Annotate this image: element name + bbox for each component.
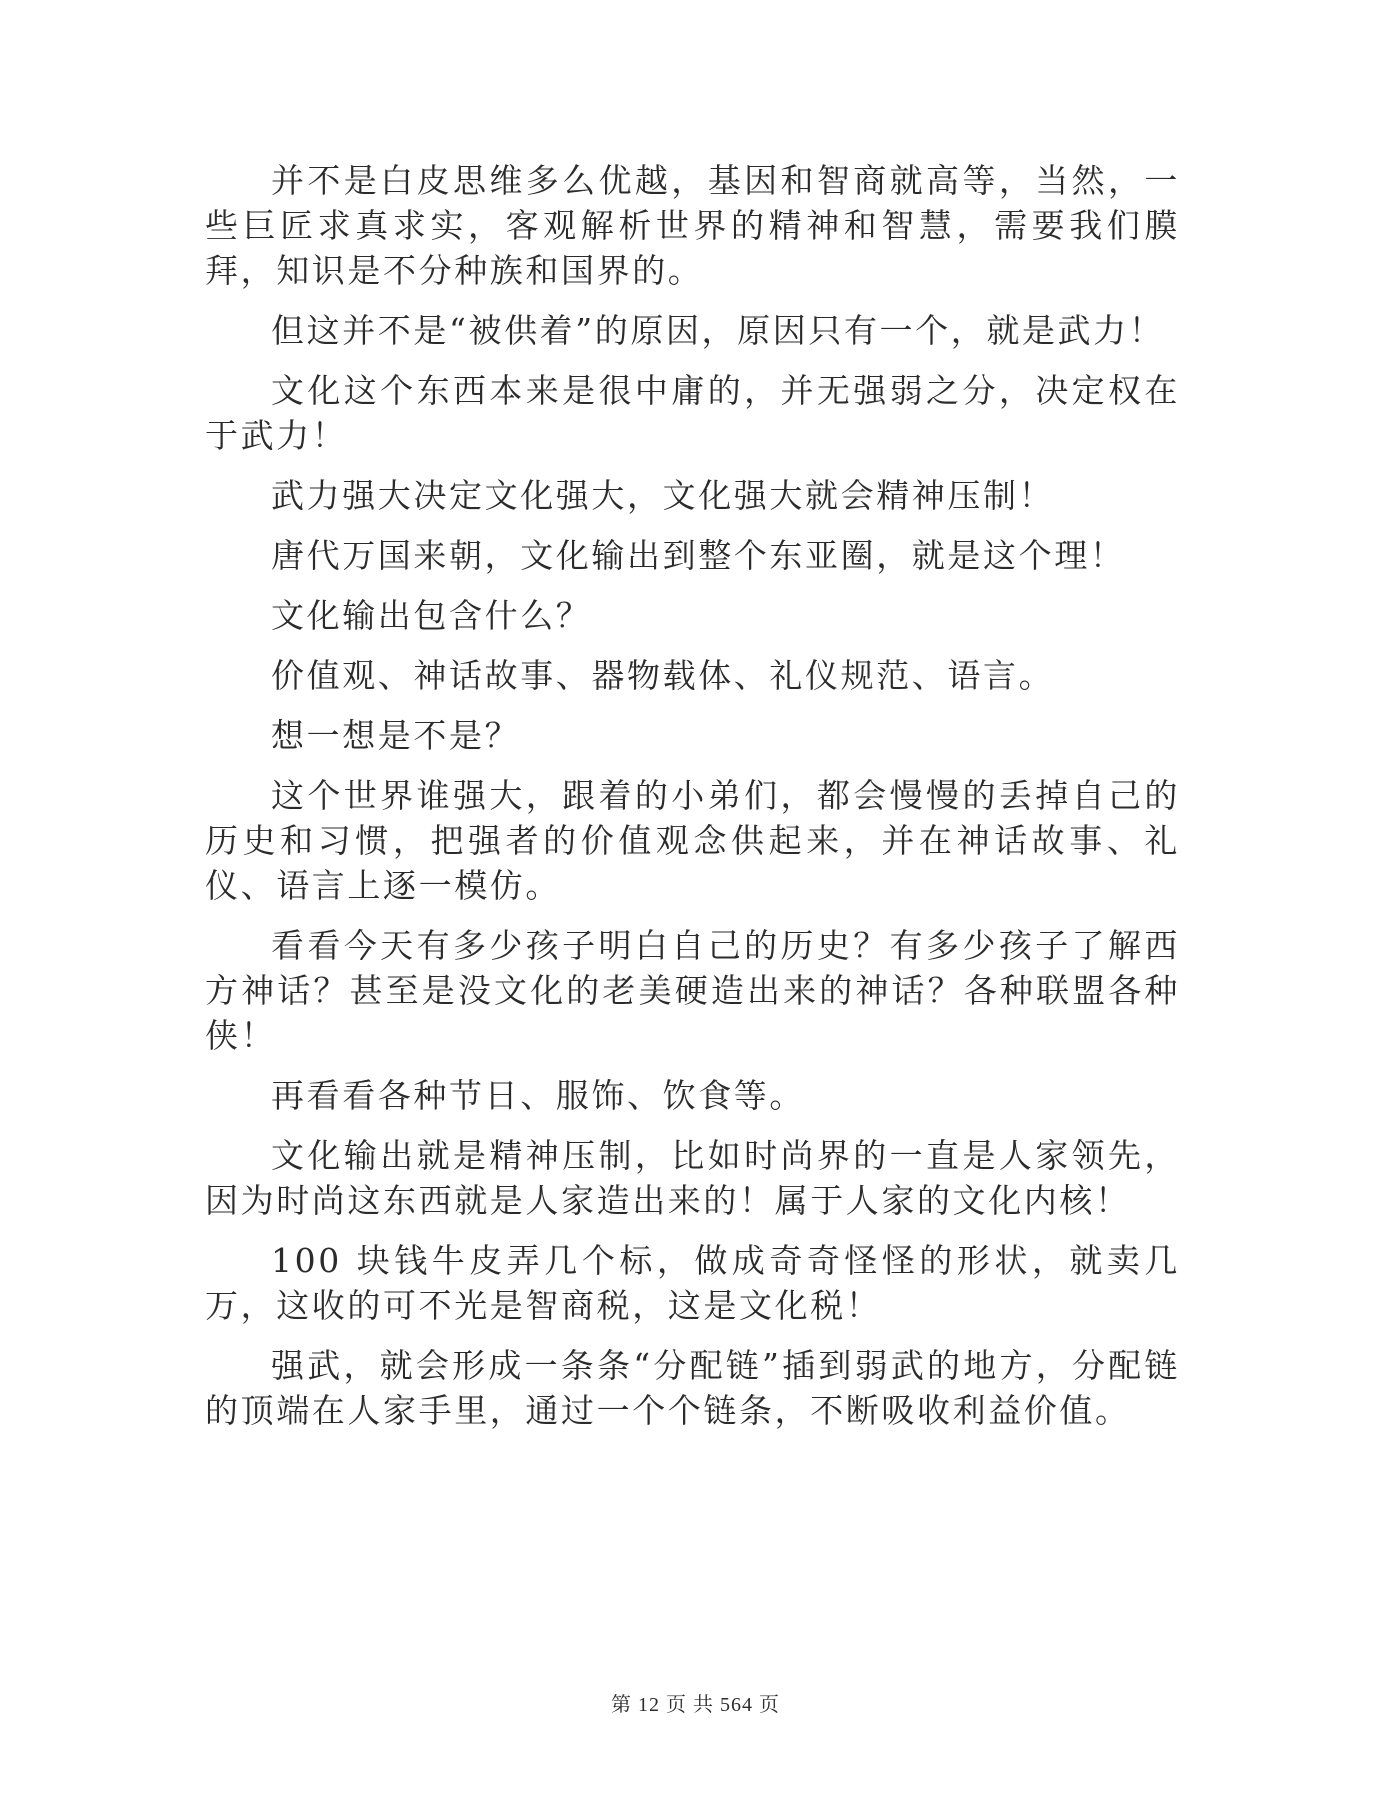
paragraph-4: 武力强大决定文化强大，文化强大就会精神压制！ xyxy=(271,476,1055,515)
paragraph-1: 并不是白皮思维多么优越，基因和智商就高等，当然，一些巨匠求真求实，客观解析世界的精神和智慧，需要我们膜拜，知识是不分种族和国界的。 xyxy=(205,161,1180,290)
paragraph-13: 100 块钱牛皮弄几个标，做成奇奇怪怪的形状，就卖几万，这收的可不光是智商税，这是文化税！ xyxy=(205,1241,1180,1325)
paragraph-11: 再看看各种节日、服饰、饮食等。 xyxy=(271,1076,805,1115)
body-text xyxy=(205,158,1180,1448)
paragraph-9: 这个世界谁强大，跟着的小弟们，都会慢慢的丢掉自己的历史和习惯，把强者的价值观念供起来，并在神话故事、礼仪、语言上逐一模仿。 xyxy=(205,776,1180,905)
paragraph-5: 唐代万国来朝，文化输出到整个东亚圈，就是这个理！ xyxy=(271,536,1126,575)
paragraph-10: 看看今天有多少孩子明白自己的历史？有多少孩子了解西方神话？甚至是没文化的老美硬造出来的神话？各种联盟各种侠！ xyxy=(205,926,1180,1055)
paragraph-2: 但这并不是“被供着”的原因，原因只有一个，就是武力！ xyxy=(271,311,1165,350)
paragraph-14: 强武，就会形成一条条“分配链”插到弱武的地方，分配链的顶端在人家手里，通过一个个链条，不断吸收利益价值。 xyxy=(205,1346,1180,1430)
paragraph-12: 文化输出就是精神压制，比如时尚界的一直是人家领先，因为时尚这东西就是人家造出来的！属于人家的文化内核！ xyxy=(205,1136,1180,1220)
paragraph-8: 想一想是不是？ xyxy=(271,716,521,755)
paragraph-7: 价值观、神话故事、器物载体、礼仪规范、语言。 xyxy=(271,656,1055,695)
page-number: 第 12 页 共 564 页 xyxy=(611,1694,780,1716)
paragraph-3: 文化这个东西本来是很中庸的，并无强弱之分，决定权在于武力！ xyxy=(205,371,1180,455)
paragraph-6: 文化输出包含什么？ xyxy=(271,596,592,635)
